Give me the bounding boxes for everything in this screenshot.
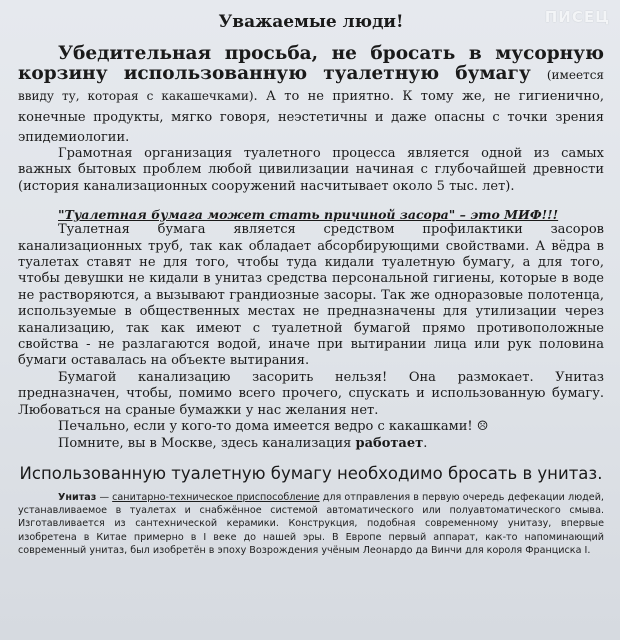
definition-term: Унитаз: [58, 491, 97, 503]
request-rest: . А то не приятно. К тому же, не гигиенично, конечные продукты, мягко говоря, неэстетичны и даже опасны с точки зрения эпидемиологии.: [18, 89, 605, 145]
request-main: Убедительная просьба, не бросать в мусорную корзину использованную туалетную бумагу: [18, 43, 604, 84]
request-paragraph: [18, 44, 604, 146]
definition-text: санитарно-техническое приспособление: [112, 491, 320, 503]
definition-rest: для отправления в первую очередь дефекации людей, устанавливаемое в туалетах и снабжённое системой автоматического или полуавтоматического смыва. Изготавливается из сантехнической керамики. Конструкция, подобная современному унитазу, впервые изобретена в Китае примерно в I веке до нашей эры. В Европе первый аппарат, как-то напоминающий современный унитаз, был изобретён в эпоху Возрождения учёным Леонардо да Винчи для короля Франциска I.: [18, 491, 604, 556]
definition-dash: —: [96, 491, 113, 503]
paragraph-moscow: [18, 436, 604, 452]
definition-paragraph: [18, 491, 604, 557]
paragraph-sad: Печально, если у кого-то дома имеется ведро с какашками! ☹: [58, 419, 489, 435]
watermark: ПИСЕЦ: [544, 8, 610, 26]
paragraph-organization: Грамотная организация туалетного процесса является одной из самых важных бытовых проблем любой цивилизации начиная с глубочайшей древности (история канализационных сооружений насчитывает около 5 тыс. лет).: [18, 146, 604, 194]
moscow-prefix: Помните, вы в Москве, здесь канализация: [58, 435, 356, 451]
moscow-suffix: .: [423, 435, 428, 451]
conclusion-line: Использованную туалетную бумагу необходимо бросать в унитаз.: [19, 463, 603, 483]
notice-title: Уважаемые люди!: [218, 12, 404, 32]
moscow-emphasis: работает: [355, 435, 424, 451]
request-aside: (имеется ввиду ту, которая с какашечками): [18, 68, 604, 103]
myth-heading: "Туалетная бумага может стать причиной засора" – это МИФ!!!: [58, 207, 559, 223]
paragraph-myth: Туалетная бумага является средством профилактики засоров канализационных труб, так как обладает абсорбирующими свойствами. А вёдра в туалетах ставят не для того, чтобы туда кидали туалетную бумагу, а для того, чтобы девушки не кидали в унитаз средства персональной гигиены, которые в воде не растворяются, а вызывают грандиозные засоры. Так же одноразовые полотенца, используемые в общественных местах не предназначены для утилизации через канализацию, так как имеют с туалетной бумагой прямо противоположные свойства - не разлагаются водой, иначе при вытирании лица или рук половина бумаги оставалась на объекте вытирания.: [18, 222, 604, 369]
paragraph-clog: Бумагой канализацию засорить нельзя! Она размокает. Унитаз предназначен, чтобы, помимо всего прочего, спускать и использованную бумагу. Любоваться на сраные бумажки у нас желания нет.: [18, 369, 604, 418]
